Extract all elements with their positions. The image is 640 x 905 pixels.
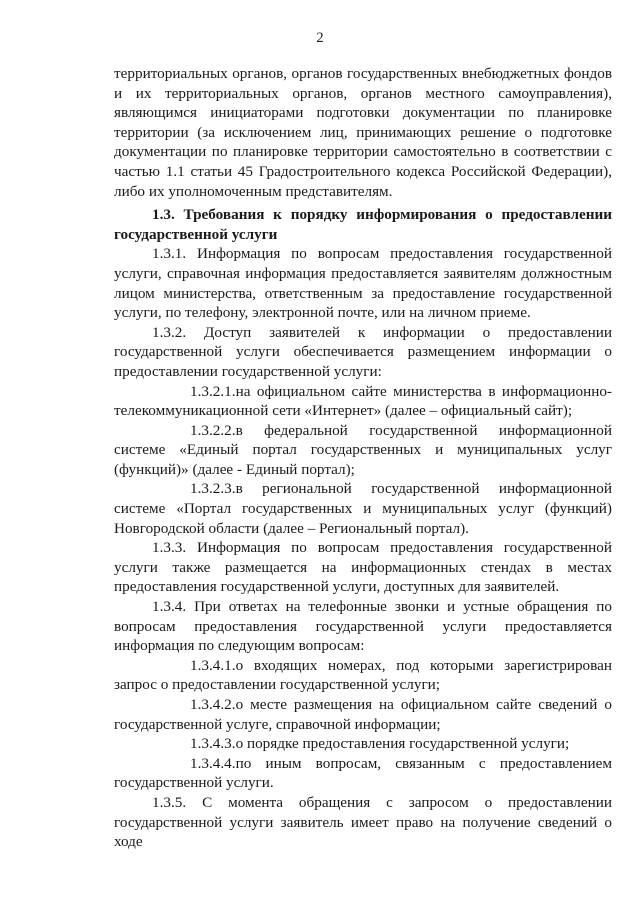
paragraph-1-3-4-2 (114, 695, 612, 734)
page-number: 2 (316, 30, 324, 46)
item-number: 1.3.4.1. (190, 656, 236, 674)
section-heading-1-3: 1.3. Требования к порядку информирования о предоставлении государственной услуги (114, 206, 612, 243)
item-text: в региональной государственной информационной системе «Портал государственных и муниципальных услуг (функций) Новгородской области (далее – Региональный портал). (114, 480, 612, 537)
item-number: 1.3.4.3. (190, 735, 236, 753)
paragraph-1-3-3: 1.3.3. Информация по вопросам предоставления государственной услуги также размещается на информационных стендах в местах предоставления государственной услуги, доступных для заявителей. (114, 539, 612, 596)
item-text: по иным вопросам, связанным с предоставлением государственной услуги. (114, 754, 612, 792)
paragraph-1-3-4: 1.3.4. При ответах на телефонные звонки и устные обращения по вопросам предоставления государственной услуги предоставляется информация по следующим вопросам: (114, 598, 612, 655)
item-number: 1.3.4.2. (190, 696, 236, 713)
document-body (114, 64, 612, 852)
paragraph-1-3-2-1 (114, 382, 612, 421)
item-number: 1.3.2.3. (190, 480, 236, 498)
paragraph-1-3-2-3 (114, 479, 612, 538)
item-text: на официальном сайте министерства в информационно-телекоммуникационной сети «Интернет» (далее – официальный сайт); (114, 382, 612, 420)
item-number: 1.3.2.1. (190, 382, 236, 400)
paragraph-1-3-2-2 (114, 421, 612, 480)
item-number: 1.3.2.2. (190, 421, 236, 439)
item-text: о месте размещения на официальном сайте сведений о государственной услуге, справочной информации; (114, 696, 612, 733)
paragraph-1-3-5: 1.3.5. С момента обращения с запросом о предоставлении государственной услуги заявитель имеет право на получение сведений о ходе (114, 793, 612, 851)
item-number: 1.3.4.4. (190, 754, 236, 772)
paragraph-1-3-2: 1.3.2. Доступ заявителей к информации о предоставлении государственной услуги обеспечивается размещением информации о предоставлении государственной услуги: (114, 323, 612, 380)
item-text: о порядке предоставления государственной услуги; (235, 735, 570, 753)
paragraph-1-3-4-1 (114, 656, 612, 695)
item-text: о входящих номерах, под которыми зарегистрирован запрос о предоставлении государственной услуги; (114, 656, 612, 694)
paragraph-1-3-1: 1.3.1. Информация по вопросам предоставления государственной услуги, справочная информация предоставляется заявителям должностным лицом министерства, ответственным за предоставление государственной услуги, по телефону, электронной почте, или на личном приеме. (114, 245, 612, 322)
paragraph-1-3-4-3 (114, 734, 612, 754)
paragraph-continuation: территориальных органов, органов государственных внебюджетных фондов и их территориальных органов, органов местного самоуправления), являющимся инициаторами подготовки документации по планировке территории (за исключением лиц, принимающих решение о подготовке документации по планировке территории самостоятельно в соответствии с частью 1.1 статьи 45 Градостроительного кодекса Российской Федерации), либо их уполномоченным представителям. (114, 65, 612, 200)
paragraph-1-3-4-4 (114, 754, 612, 793)
item-text: в федеральной государственной информационной системе «Единый портал государственных и муниципальных услуг (функций)» (далее - Единый портал); (114, 421, 612, 478)
